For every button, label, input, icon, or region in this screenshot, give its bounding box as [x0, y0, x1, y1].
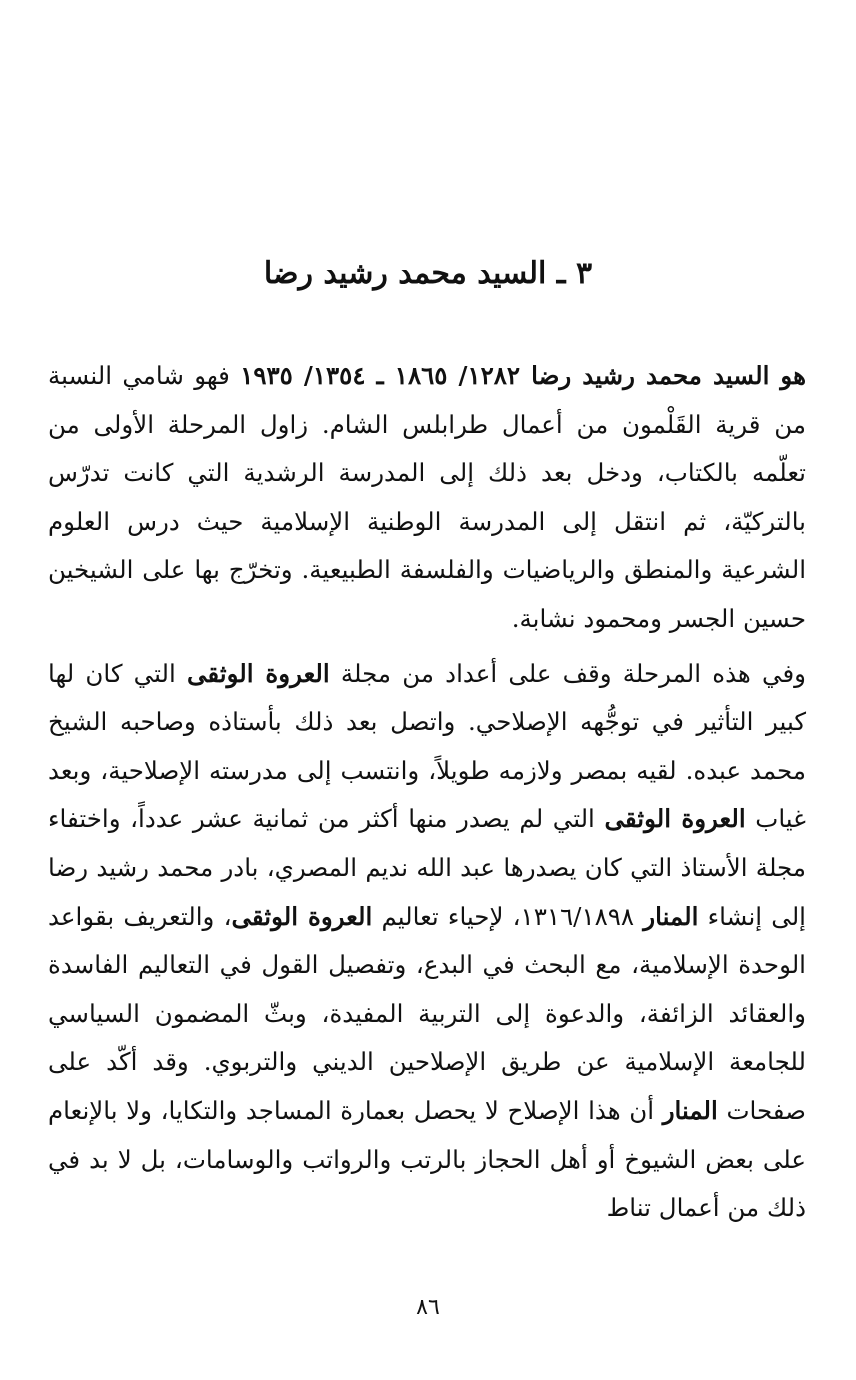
chapter-title: ٣ ـ السيد محمد رشيد رضا: [263, 256, 593, 291]
journal-name-urwa: العروة الوثقى: [604, 804, 746, 834]
paragraph-text: فهو شامي النسبة من قرية القَلْمون من أعمال طرابلس الشام. زاول المرحلة الأولى من تعلّمه بالكتاب، ودخل بعد ذلك إلى المدرسة الرشدية التي كانت تدرّس بالتركيّة، ثم انتقل إلى المدرسة الوطنية الإسلامية حيث درس العلوم الشرعية والمنطق والرياضيات والفلسفة الطبيعية. وتخرّج بها على الشيخين حسين الجسر ومحمود نشابة.: [48, 361, 806, 633]
journal-name-manar: المنار: [662, 1095, 718, 1125]
journal-name-urwa: العروة الوثقى: [231, 901, 373, 931]
paragraph-text: التي كان لها كبير التأثير في توجُّهه الإصلاحي. واتصل بعد ذلك بأستاذه وصاحبه الشيخ محمد عبده. لقيه بمصر ولازمه طويلاً، وانتسب إلى مدرسته الإصلاحية، وبعد غياب: [48, 658, 806, 834]
paragraph-text: التي لم يصدر منها أكثر من ثمانية عشر عدداً، واختفاء مجلة الأستاذ التي كان يصدرها عبد الله نديم المصري، بادر محمد رشيد رضا إلى إنشاء: [48, 804, 806, 931]
paragraph-lead: هو السيد محمد رشيد رضا ١٢٨٢/ ١٨٦٥ ـ ١٣٥٤/ ١٩٣٥: [240, 361, 807, 390]
body-text: [48, 352, 806, 1233]
paragraph-text: وفي هذه المرحلة وقف على أعداد من مجلة: [329, 658, 806, 688]
paragraph-2: [48, 650, 806, 1233]
journal-name-urwa: العروة الوثقى: [186, 658, 330, 688]
paragraph-text: أن هذا الإصلاح لا يحصل بعمارة المساجد والتكايا، ولا بالإنعام على بعض الشيوخ أو أهل الحجاز بالرتب والرواتب والوسامات، بل لا بد في ذلك من أعمال تناط: [48, 1095, 806, 1223]
paragraph-text: ١٣١٦/١٨٩٨، لإحياء تعاليم: [372, 901, 644, 931]
page-number: ٨٦: [416, 1295, 440, 1320]
paragraph-1: [48, 352, 806, 644]
journal-name-manar: المنار: [643, 901, 699, 931]
paragraph-text: ، والتعريف بقواعد الوحدة الإسلامية، مع البحث في البدع، وتفصيل القول في التعاليم الفاسدة والعقائد الزائفة، والدعوة إلى التربية المفيدة، وبثّ المضمون السياسي للجامعة الإسلامية عن طريق الإصلاحين الديني والتربوي. وقد أكّد على صفحات: [48, 901, 806, 1125]
